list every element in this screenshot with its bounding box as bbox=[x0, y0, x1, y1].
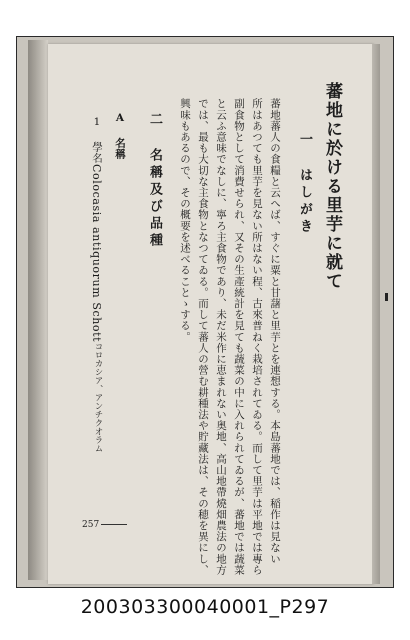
body-line-5: では、最も大切な主食物となつてゐる。而して蕃人の營む耕種法や貯藏法は、その穂を異にし、 bbox=[197, 98, 209, 576]
book-gutter bbox=[28, 40, 48, 580]
page-title: 蕃地に於ける里芋に就て bbox=[322, 82, 342, 291]
subsection-heading-a: A 名稱 bbox=[114, 112, 126, 160]
section-heading-1: 一 はしがき bbox=[297, 132, 312, 236]
section-heading-2: 二 名稱及び品種 bbox=[147, 112, 162, 250]
body-line-2: 所はあつても里芋を見ない所はない程、古來普ねく栽培されてゐる。而して里芋は平地では專ら bbox=[251, 98, 263, 576]
image-caption: 200303300040001_P297 bbox=[80, 596, 330, 618]
page-edge-mark bbox=[385, 293, 388, 301]
body-line-6: 興味もあるので、その概要を述べることゝする。 bbox=[179, 98, 191, 343]
page-number: 257 bbox=[82, 520, 127, 530]
scientific-name-latin: Colocasia antiquorum Schott bbox=[90, 164, 103, 343]
body-line-4: と云ふ意味でなしに、寧ろ主食物であり、未だ米作に恵まれない奥地、高山地帶燒畑農法の地方 bbox=[215, 98, 227, 576]
body-line-3: 副食物として消費せられ、又その生產統計を見ても蔬菜の中に入れられてゐるが、蕃地では蔬菜 bbox=[233, 98, 245, 576]
body-line-1: 蕃地蕃人の食糧と云へば、すぐに粟と甘藷と里芋とを連想する。本島蕃地では、稲作は見ない bbox=[269, 98, 281, 565]
scientific-name-katakana: コロカシア、アンチクオラム bbox=[93, 342, 103, 453]
page-edge bbox=[372, 44, 380, 584]
scientific-name-label: 1 學名 bbox=[91, 116, 103, 164]
